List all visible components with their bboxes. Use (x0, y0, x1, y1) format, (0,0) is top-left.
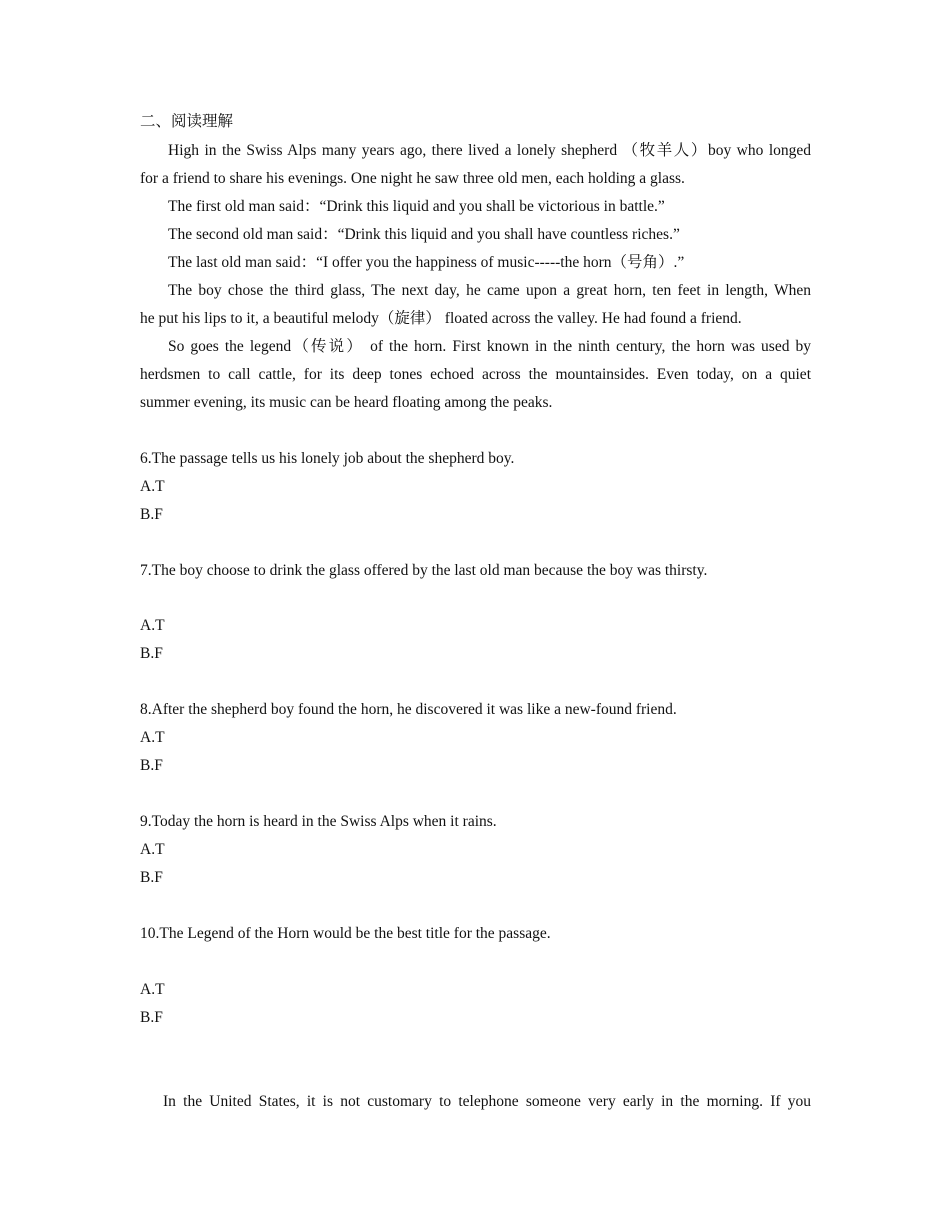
question-text: 8.After the shepherd boy found the horn, he discovered it was like a new-found friend. (140, 701, 677, 718)
passage-line: The last old man said：“I offer you the happiness of music-----the horn（号角）.” (168, 254, 685, 271)
passage-line: summer evening, its music can be heard floating among the peaks. (140, 394, 553, 411)
option-a[interactable]: A.T (140, 841, 165, 858)
section-title: 二、阅读理解 (140, 113, 234, 130)
option-b[interactable]: B.F (140, 645, 163, 662)
question-text: 10.The Legend of the Horn would be the best title for the passage. (140, 925, 551, 942)
passage-line: The second old man said：“Drink this liquid and you shall have countless riches.” (168, 226, 680, 243)
question-text: 6.The passage tells us his lonely job about the shepherd boy. (140, 450, 515, 467)
passage-line: herdsmen to call cattle, for its deep tones echoed across the mountainsides. Even today, on a quiet (140, 366, 811, 383)
option-b[interactable]: B.F (140, 1009, 163, 1026)
passage-line: High in the Swiss Alps many years ago, there lived a lonely shepherd （牧羊人）boy who longed (168, 142, 811, 159)
passage-line: he put his lips to it, a beautiful melody（旋律） floated across the valley. He had found a friend. (140, 310, 742, 327)
passage-line: for a friend to share his evenings. One night he saw three old men, each holding a glass. (140, 170, 685, 187)
option-b[interactable]: B.F (140, 757, 163, 774)
question-text: 9.Today the horn is heard in the Swiss Alps when it rains. (140, 813, 497, 830)
passage-line: The first old man said：“Drink this liquid and you shall be victorious in battle.” (168, 198, 665, 215)
passage-line: So goes the legend（传说） of the horn. First known in the ninth century, the horn was used by (168, 338, 811, 355)
option-b[interactable]: B.F (140, 506, 163, 523)
option-a[interactable]: A.T (140, 617, 165, 634)
option-b[interactable]: B.F (140, 869, 163, 886)
option-a[interactable]: A.T (140, 729, 165, 746)
option-a[interactable]: A.T (140, 478, 165, 495)
question-text: 7.The boy choose to drink the glass offered by the last old man because the boy was thirsty. (140, 562, 708, 579)
passage-line: The boy chose the third glass, The next day, he came upon a great horn, ten feet in length, When (168, 282, 811, 299)
passage-line: In the United States, it is not customary to telephone someone very early in the morning. If you (163, 1093, 811, 1110)
option-a[interactable]: A.T (140, 981, 165, 998)
